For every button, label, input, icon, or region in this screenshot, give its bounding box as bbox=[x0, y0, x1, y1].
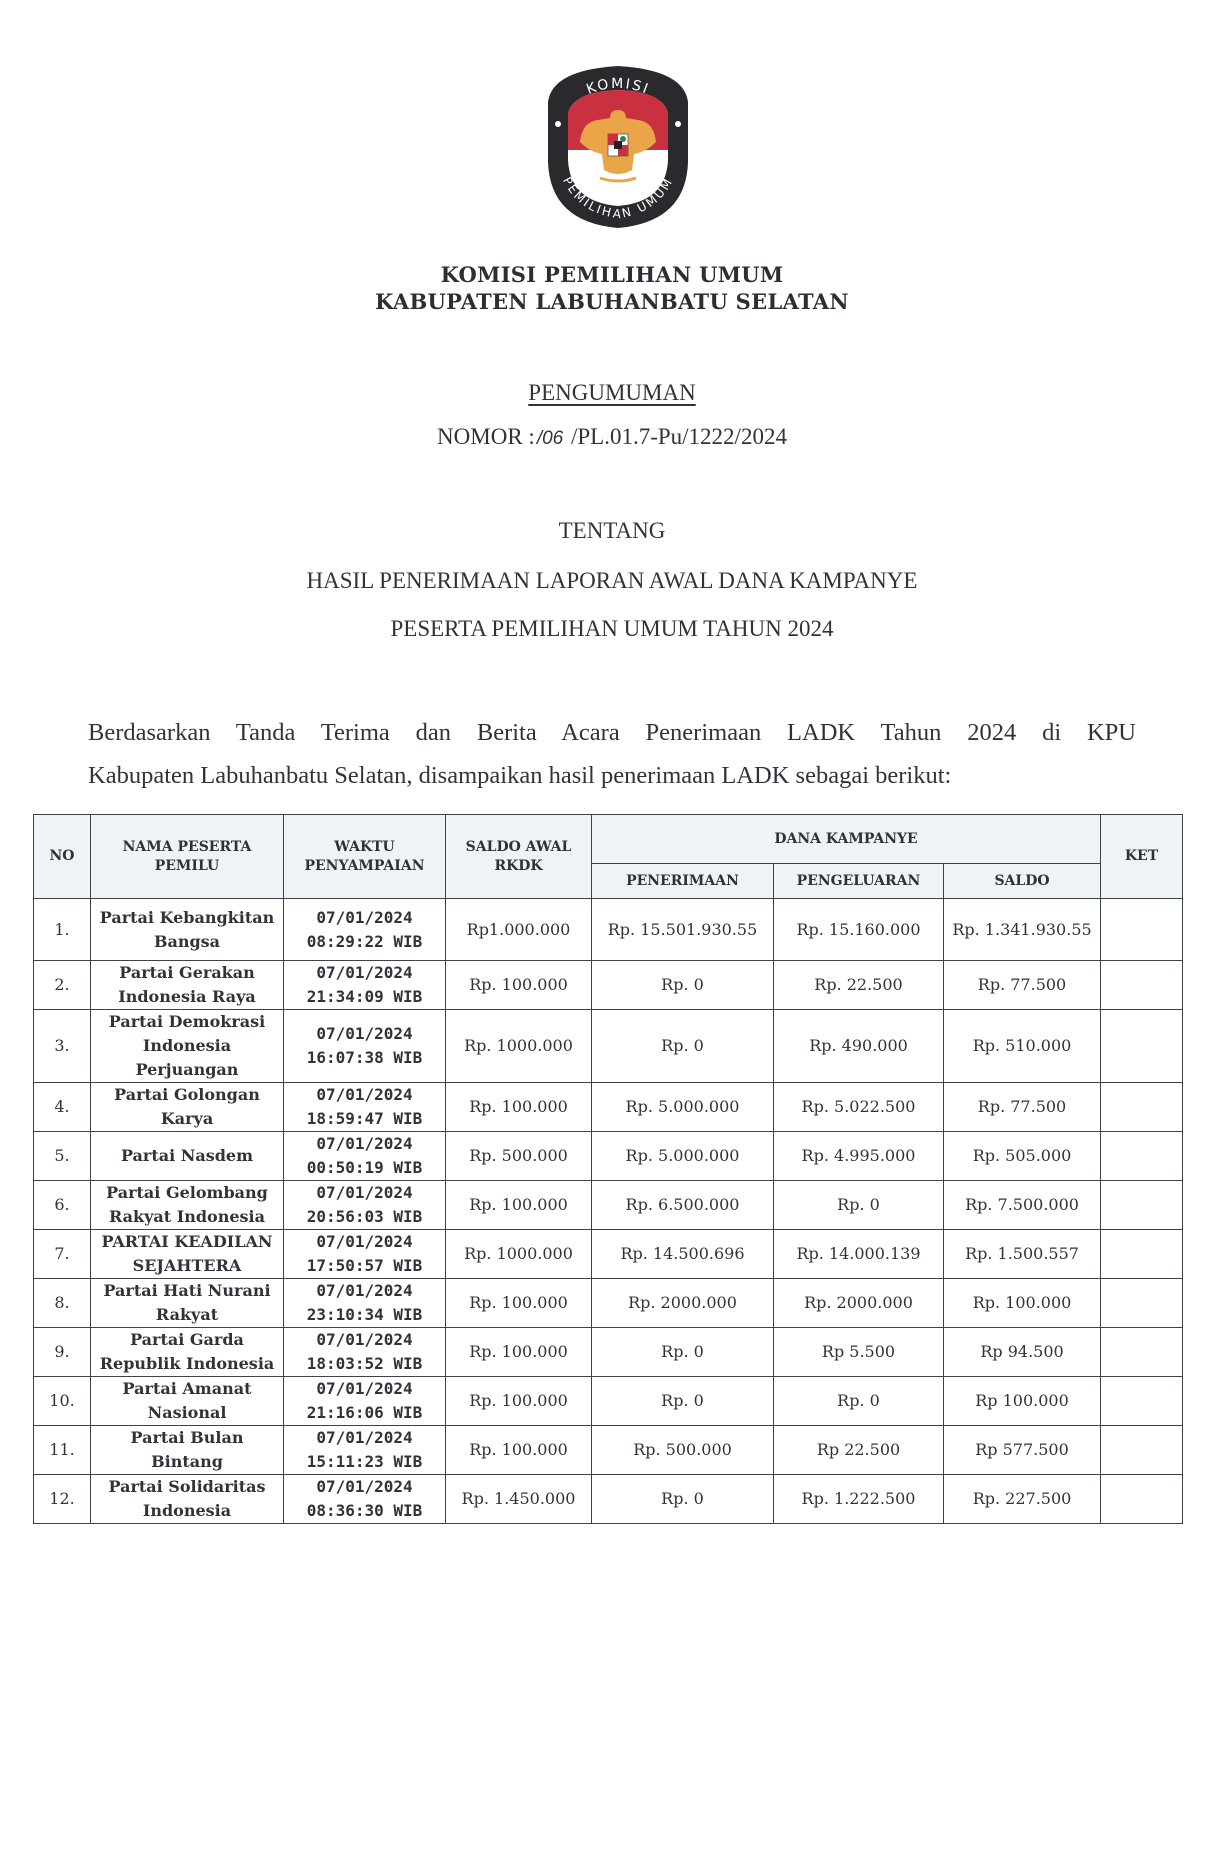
cell-waktu bbox=[284, 1010, 446, 1083]
cell-jam: 16:07:38 WIB bbox=[306, 1048, 423, 1067]
cell-penerimaan: Rp. 2000.000 bbox=[592, 1279, 774, 1328]
cell-jam: 23:10:34 WIB bbox=[306, 1305, 423, 1324]
cell-saldo: Rp. 77.500 bbox=[944, 1083, 1101, 1132]
cell-no: 7. bbox=[34, 1230, 91, 1279]
cell-saldo: Rp. 227.500 bbox=[944, 1475, 1101, 1524]
cell-penerimaan: Rp. 14.500.696 bbox=[592, 1230, 774, 1279]
nomor-handwritten: /06 bbox=[536, 428, 564, 449]
col-header-pengeluaran: PENGELUARAN bbox=[774, 864, 944, 899]
cell-tanggal: 07/01/2024 bbox=[316, 1379, 413, 1398]
cell-pengeluaran: Rp. 15.160.000 bbox=[774, 899, 944, 961]
tentang-label: TENTANG bbox=[558, 518, 666, 543]
col-header-waktu: WAKTU PENYAMPAIAN bbox=[284, 815, 446, 899]
cell-no: 2. bbox=[34, 961, 91, 1010]
cell-pengeluaran: Rp. 4.995.000 bbox=[774, 1132, 944, 1181]
announcement-title-text: PENGUMUMAN bbox=[528, 380, 696, 405]
cell-saldo: Rp. 510.000 bbox=[944, 1010, 1101, 1083]
cell-no: 8. bbox=[34, 1279, 91, 1328]
cell-penerimaan: Rp. 0 bbox=[592, 1328, 774, 1377]
cell-jam: 08:36:30 WIB bbox=[306, 1501, 423, 1520]
kpu-logo bbox=[538, 62, 698, 230]
cell-waktu bbox=[284, 1181, 446, 1230]
svg-text:KOMISI: KOMISI bbox=[584, 75, 652, 98]
cell-saldo-awal: Rp1.000.000 bbox=[446, 899, 592, 961]
cell-jam: 21:16:06 WIB bbox=[306, 1403, 423, 1422]
cell-jam: 20:56:03 WIB bbox=[306, 1207, 423, 1226]
cell-waktu bbox=[284, 899, 446, 961]
cell-waktu bbox=[284, 961, 446, 1010]
cell-saldo-awal: Rp. 100.000 bbox=[446, 1279, 592, 1328]
svg-text:PEMILIHAN UMUM: PEMILIHAN UMUM bbox=[560, 174, 677, 222]
intro-paragraph-line-2: Kabupaten Labuhanbatu Selatan, disampaikan hasil penerimaan LADK sebagai berikut: bbox=[88, 762, 952, 789]
cell-no: 12. bbox=[34, 1475, 91, 1524]
cell-waktu bbox=[284, 1426, 446, 1475]
announcement-title bbox=[0, 380, 1224, 406]
cell-saldo-awal: Rp. 1000.000 bbox=[446, 1010, 592, 1083]
cell-saldo-awal: Rp. 100.000 bbox=[446, 961, 592, 1010]
cell-no: 4. bbox=[34, 1083, 91, 1132]
cell-nama: Partai Bulan Bintang bbox=[91, 1426, 284, 1475]
cell-pengeluaran: Rp. 490.000 bbox=[774, 1010, 944, 1083]
cell-no: 1. bbox=[34, 899, 91, 961]
cell-waktu bbox=[284, 1328, 446, 1377]
cell-ket bbox=[1101, 1475, 1183, 1524]
cell-no: 9. bbox=[34, 1328, 91, 1377]
cell-nama: Partai Kebangkitan Bangsa bbox=[91, 899, 284, 961]
cell-no: 6. bbox=[34, 1181, 91, 1230]
cell-nama: PARTAI KEADILAN SEJAHTERA bbox=[91, 1230, 284, 1279]
cell-no: 5. bbox=[34, 1132, 91, 1181]
cell-saldo: Rp 94.500 bbox=[944, 1328, 1101, 1377]
cell-penerimaan: Rp. 500.000 bbox=[592, 1426, 774, 1475]
cell-saldo: Rp. 1.500.557 bbox=[944, 1230, 1101, 1279]
col-header-saldo: SALDO bbox=[944, 864, 1101, 899]
cell-penerimaan: Rp. 15.501.930.55 bbox=[592, 899, 774, 961]
table-row bbox=[34, 1328, 1183, 1377]
cell-penerimaan: Rp. 0 bbox=[592, 1010, 774, 1083]
cell-saldo-awal: Rp. 100.000 bbox=[446, 1181, 592, 1230]
table-row bbox=[34, 961, 1183, 1010]
nomor-label: NOMOR : bbox=[437, 424, 535, 449]
cell-pengeluaran: Rp. 0 bbox=[774, 1377, 944, 1426]
subject-line-1: HASIL PENERIMAAN LAPORAN AWAL DANA KAMPANYE bbox=[306, 568, 918, 593]
cell-jam: 18:59:47 WIB bbox=[306, 1109, 423, 1128]
cell-ket bbox=[1101, 1279, 1183, 1328]
cell-pengeluaran: Rp 22.500 bbox=[774, 1426, 944, 1475]
cell-saldo-awal: Rp. 100.000 bbox=[446, 1328, 592, 1377]
cell-ket bbox=[1101, 1083, 1183, 1132]
cell-tanggal: 07/01/2024 bbox=[316, 1428, 413, 1447]
table-row bbox=[34, 1230, 1183, 1279]
cell-ket bbox=[1101, 899, 1183, 961]
cell-waktu bbox=[284, 1132, 446, 1181]
cell-pengeluaran: Rp. 0 bbox=[774, 1181, 944, 1230]
col-header-penerimaan: PENERIMAAN bbox=[592, 864, 774, 899]
table-row bbox=[34, 1475, 1183, 1524]
cell-saldo-awal: Rp. 100.000 bbox=[446, 1377, 592, 1426]
cell-tanggal: 07/01/2024 bbox=[316, 1281, 413, 1300]
table-header-row bbox=[34, 815, 1183, 864]
cell-pengeluaran: Rp. 5.022.500 bbox=[774, 1083, 944, 1132]
nomor-rest: /PL.01.7-Pu/1222/2024 bbox=[565, 424, 787, 449]
cell-saldo: Rp. 505.000 bbox=[944, 1132, 1101, 1181]
cell-ket bbox=[1101, 1377, 1183, 1426]
cell-nama: Partai Gelombang Rakyat Indonesia bbox=[91, 1181, 284, 1230]
table-row bbox=[34, 1279, 1183, 1328]
cell-waktu bbox=[284, 1230, 446, 1279]
cell-penerimaan: Rp. 0 bbox=[592, 961, 774, 1010]
ladk-table bbox=[33, 814, 1183, 1524]
cell-ket bbox=[1101, 1328, 1183, 1377]
cell-penerimaan: Rp. 5.000.000 bbox=[592, 1132, 774, 1181]
cell-waktu bbox=[284, 1475, 446, 1524]
cell-no: 10. bbox=[34, 1377, 91, 1426]
table-row bbox=[34, 1426, 1183, 1475]
table-row bbox=[34, 1132, 1183, 1181]
cell-waktu bbox=[284, 1279, 446, 1328]
cell-nama: Partai Garda Republik Indonesia bbox=[91, 1328, 284, 1377]
cell-jam: 21:34:09 WIB bbox=[306, 987, 423, 1006]
table-row bbox=[34, 1083, 1183, 1132]
cell-ket bbox=[1101, 1230, 1183, 1279]
cell-no: 11. bbox=[34, 1426, 91, 1475]
cell-saldo: Rp 100.000 bbox=[944, 1377, 1101, 1426]
table-body bbox=[34, 899, 1183, 1524]
table-row bbox=[34, 1181, 1183, 1230]
col-header-no: NO bbox=[34, 815, 91, 899]
cell-ket bbox=[1101, 1181, 1183, 1230]
cell-waktu bbox=[284, 1083, 446, 1132]
cell-nama: Partai Nasdem bbox=[91, 1132, 284, 1181]
subject-line-2: PESERTA PEMILIHAN UMUM TAHUN 2024 bbox=[390, 616, 834, 641]
cell-tanggal: 07/01/2024 bbox=[316, 963, 413, 982]
intro-paragraph-line-1: Berdasarkan Tanda Terima dan Berita Acara Penerimaan LADK Tahun 2024 di KPU bbox=[88, 719, 1136, 746]
cell-jam: 18:03:52 WIB bbox=[306, 1354, 423, 1373]
cell-saldo-awal: Rp. 100.000 bbox=[446, 1083, 592, 1132]
cell-pengeluaran: Rp. 2000.000 bbox=[774, 1279, 944, 1328]
cell-saldo-awal: Rp. 500.000 bbox=[446, 1132, 592, 1181]
cell-ket bbox=[1101, 1426, 1183, 1475]
cell-pengeluaran: Rp 5.500 bbox=[774, 1328, 944, 1377]
cell-tanggal: 07/01/2024 bbox=[316, 1232, 413, 1251]
cell-tanggal: 07/01/2024 bbox=[316, 1183, 413, 1202]
cell-penerimaan: Rp. 0 bbox=[592, 1475, 774, 1524]
col-header-nama: NAMA PESERTA PEMILU bbox=[91, 815, 284, 899]
cell-ket bbox=[1101, 961, 1183, 1010]
cell-nama: Partai Gerakan Indonesia Raya bbox=[91, 961, 284, 1010]
col-header-dana-kampanye: DANA KAMPANYE bbox=[592, 815, 1101, 864]
cell-jam: 15:11:23 WIB bbox=[306, 1452, 423, 1471]
cell-pengeluaran: Rp. 22.500 bbox=[774, 961, 944, 1010]
cell-saldo-awal: Rp. 1.450.000 bbox=[446, 1475, 592, 1524]
cell-pengeluaran: Rp. 14.000.139 bbox=[774, 1230, 944, 1279]
cell-waktu bbox=[284, 1377, 446, 1426]
col-header-saldo-awal: SALDO AWAL RKDK bbox=[446, 815, 592, 899]
cell-penerimaan: Rp. 6.500.000 bbox=[592, 1181, 774, 1230]
cell-nama: Partai Solidaritas Indonesia bbox=[91, 1475, 284, 1524]
cell-saldo: Rp. 77.500 bbox=[944, 961, 1101, 1010]
cell-no: 3. bbox=[34, 1010, 91, 1083]
cell-saldo-awal: Rp. 1000.000 bbox=[446, 1230, 592, 1279]
cell-saldo-awal: Rp. 100.000 bbox=[446, 1426, 592, 1475]
org-region: KABUPATEN LABUHANBATU SELATAN bbox=[375, 289, 849, 314]
table-row bbox=[34, 1377, 1183, 1426]
cell-nama: Partai Golongan Karya bbox=[91, 1083, 284, 1132]
cell-tanggal: 07/01/2024 bbox=[316, 1330, 413, 1349]
cell-saldo: Rp 577.500 bbox=[944, 1426, 1101, 1475]
cell-tanggal: 07/01/2024 bbox=[316, 907, 413, 927]
cell-nama: Partai Hati Nurani Rakyat bbox=[91, 1279, 284, 1328]
cell-jam: 17:50:57 WIB bbox=[306, 1256, 423, 1275]
cell-tanggal: 07/01/2024 bbox=[316, 1085, 413, 1104]
cell-saldo: Rp. 100.000 bbox=[944, 1279, 1101, 1328]
announcement-number bbox=[0, 424, 1224, 450]
cell-jam: 08:29:22 WIB bbox=[306, 931, 423, 951]
cell-tanggal: 07/01/2024 bbox=[316, 1134, 413, 1153]
cell-pengeluaran: Rp. 1.222.500 bbox=[774, 1475, 944, 1524]
cell-nama: Partai Amanat Nasional bbox=[91, 1377, 284, 1426]
table-row bbox=[34, 1010, 1183, 1083]
cell-saldo: Rp. 7.500.000 bbox=[944, 1181, 1101, 1230]
table-row bbox=[34, 899, 1183, 961]
cell-jam: 00:50:19 WIB bbox=[306, 1158, 423, 1177]
col-header-ket: KET bbox=[1101, 815, 1183, 899]
cell-saldo: Rp. 1.341.930.55 bbox=[944, 899, 1101, 961]
cell-nama: Partai Demokrasi Indonesia Perjuangan bbox=[91, 1010, 284, 1083]
cell-penerimaan: Rp. 0 bbox=[592, 1377, 774, 1426]
org-name: KOMISI PEMILIHAN UMUM bbox=[440, 262, 784, 287]
cell-tanggal: 07/01/2024 bbox=[316, 1024, 413, 1043]
cell-ket bbox=[1101, 1010, 1183, 1083]
cell-penerimaan: Rp. 5.000.000 bbox=[592, 1083, 774, 1132]
cell-tanggal: 07/01/2024 bbox=[316, 1477, 413, 1496]
cell-ket bbox=[1101, 1132, 1183, 1181]
